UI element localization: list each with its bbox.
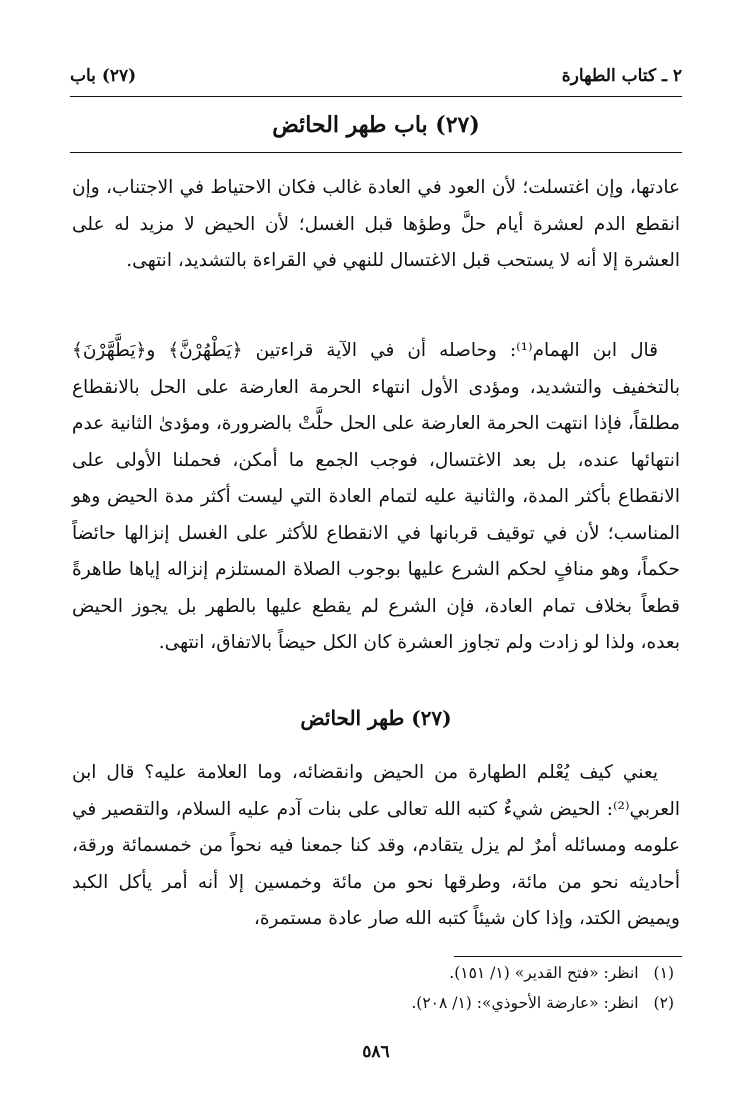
paragraph-3: يعني كيف يُعْلم الطهارة من الحيض وانقضائه، وما العلامة عليه؟ قال ابن العربي⁽²⁾: الحيض شيءٌ كتبه الله تعالى على بنات آدم عليه السلام، والتقصير في علومه ومسائله أمرٌ لم يزل يتقادم، وقد كنا جمعنا فيه نحواً من خمسمائة ورقة، أحاديثه نحو من مائة، وطرقها نحو من مائة وخمسين إلا أنه أمر يأكل الكبد ويميض الكتد، وإذا كان شيئاً كتبه الله صار عادة مستمرة، [72,762,680,929]
footnote-number: (١) [653,964,674,982]
footnote-text: انظر: «عارضة الأحوذي»: (١/ ٢٠٨). [411,994,639,1012]
section-heading: (٢٧) طهر الحائض [300,706,452,730]
paragraph-1: عادتها، وإن اغتسلت؛ لأن العود في العادة غالب فكان الاحتياط في الاجتناب، وإن انقطع الدم لعشرة أيام حلَّ وطؤها قبل الغسل؛ لأن الحيض لا مزيد له على العشرة إلا أنه لا يستحب قبل الاغتسال للنهي في القراءة بالتشديد، انتهى. [72,177,680,271]
page-number: ٥٨٦ [362,1042,390,1062]
footnote-text: انظر: «فتح القدير» (١/ ١٥١). [449,964,639,982]
footnote-2 [80,994,674,1012]
running-header [70,66,682,90]
footnote-separator [454,956,682,957]
footnote-number: (٢) [653,994,674,1012]
footnote-1 [80,964,674,982]
header-rule-bottom [70,152,682,153]
header-rule-top [70,96,682,97]
chapter-title: (٢٧) باب طهر الحائض [272,112,480,138]
running-header-chapter: (٢٧) باب [70,66,137,86]
running-header-book: ٢ ـ كتاب الطهارة [561,66,682,86]
paragraph-2: قال ابن الهمام⁽¹⁾: وحاصله أن في الآية قراءتين ﴿يَطْهُرْنَّ﴾ و﴿يَطَّهَّرْنَ﴾ بالتخفيف والتشديد، ومؤدى الأول انتهاء الحرمة العارضة على الحل بالانقطاع مطلقاً، فإذا انتهت الحرمة العارضة على الحل حلَّتْ بالضرورة، ومؤدىٰ الثانية عدم انتهائها عنده، بل بعد الاغتسال، فوجب الجمع ما أمكن، فحملنا الأولى على الانقطاع بأكثر المدة، والثانية عليه لتمام العادة التي ليست أكثر مدة الحيض وهو المناسب؛ لأن في توقيف قربانها في الانقطاع للأكثر على الغسل إنزالها حائضاً حكماً، وهو منافٍ لحكم الشرع عليها بوجوب الصلاة المستلزم إنزاله إياها طاهرةً قطعاً بخلاف تمام العادة، فإن الشرع لم يقطع عليها بالطهر بل يجوز الحيض بعده، ولذا لو زادت ولم تجاوز العشرة كان الكل حيضاً بالاتفاق، انتهى. [72,340,680,653]
